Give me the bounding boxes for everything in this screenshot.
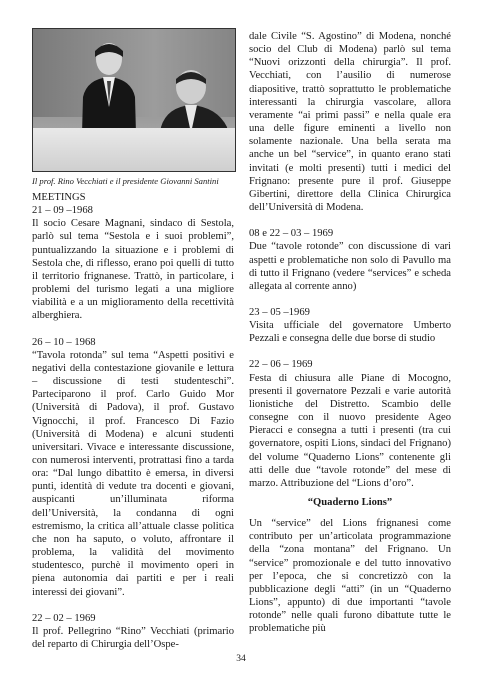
continued-paragraph: dale Civile “S. Agostino” di Modena, nonché socio del Club di Modena) parlò sul tema “Nuovi orizzonti della chirurgia”. Il prof. Vecchiati, con l’ausilio di numerose diapositive, trattò soprattutto le problematiche interessanti la chirurgia vascolare, allora veramente “ai primi passi” e nella quale era una delle figure eminenti a livello non solamente nazionale. Una bella serata ma anche un bel “service”, in quanto erano stati invitati (e molti presenti) tutti i medici del Frignano: presente pure il prof. Giuseppe Gibertini, direttore della Clinica Chirurgica dell’Università di Modena. [249, 31, 451, 214]
meeting-entry [249, 306, 451, 345]
section-heading-meetings: MEETINGS [32, 192, 86, 203]
meeting-text: Due “tavole rotonde” con discussione di vari aspetti e problematiche non solo di Pavullo ma di tutto il Frignano (vedere “services” e scheda allegata al corrente anno) [249, 241, 451, 292]
meeting-entry [32, 336, 234, 599]
photo-table [33, 128, 235, 171]
meeting-date: 26 – 10 – 1968 [32, 336, 96, 348]
meeting-date: 21 – 09 –1968 [32, 205, 93, 217]
section-title-quaderno-lions: “Quaderno Lions” [307, 497, 393, 508]
meeting-text: Visita ufficiale del governatore Umberto Pezzali e consegna delle due borse di studio [249, 320, 451, 345]
meeting-date: 22 – 06 – 1969 [249, 359, 313, 371]
meeting-date: 23 – 05 –1969 [249, 306, 310, 318]
meeting-text: Il prof. Pellegrino “Rino” Vecchiati (primario del reparto di Chirurgia dell’Ospe- [32, 625, 234, 650]
photo-vecchiati-santini [32, 28, 236, 172]
meeting-entry [32, 204, 234, 322]
page-number: 34 [236, 654, 246, 664]
meeting-entry [32, 612, 234, 651]
section-paragraph: Un “service” del Lions frignanesi come contributo per un’articolata programmazione della “zona montana” del Frignano. Un “service” promozionale e del tutto innovativo per l’epoca, che si concretizzò con la pubblicazione degli “atti” (in un “Quaderno Lions”, appunto) di due importanti “tavole rotonde” nelle quali furono dibattute tutte le problematiche più [249, 518, 451, 635]
meeting-entry [249, 227, 451, 293]
meeting-text: “Tavola rotonda” sul tema “Aspetti positivi e negativi della contestazione giovanile e lettura – discussione di testi studenteschi”. Parteciparono il prof. Carlo Guido Mor (Università di Padova), il prof. Gustavo Vignocchi, il prof. Francesco Di Fazio (Università di Modena) e alcuni studenti universitari. Vivace e interessante discussione, con numerosi interventi, protrattasi fino a tarda ora: “Dal lungo dibattito è emersa, in diversi punti, identità di vedute tra docenti e giovani, auspicanti un’illuminata riforma dell’Università, la condanna di ogni estremismo, la critica all’attuale classe politica che non ha saputo, o voluto, affrontare il problema, la validità del movimento studentesco, purchè il movimento operi in piena autonomia dai partiti e per i reali interessi dei giovani”. [32, 349, 234, 598]
meeting-text: Il socio Cesare Magnani, sindaco di Sestola, parlò sul tema “Sestola e i suoi problemi”, puntualizzando la situazione e i problemi di Sestola che, di riflesso, erano poi quelli di tutto il territorio frignanese. Trattò, in particolare, i problemi del turismo legati a una migliore viabilità e a un miglioramento della recettività alberghiera. [32, 218, 234, 322]
meeting-entry [249, 358, 451, 490]
right-column [249, 30, 451, 636]
meeting-date: 08 e 22 – 03 – 1969 [249, 228, 334, 240]
photo-caption: Il prof. Rino Vecchiati e il presidente Giovanni Santini [32, 176, 219, 186]
meeting-date: 22 – 02 – 1969 [32, 612, 96, 624]
meeting-text: Festa di chiusura alle Piane di Mocogno, presenti il governatore Pezzali e varie autorità lionistiche del Distretto. Scambio delle consegne con il nuovo presidente Ageo Pieracci e consegna a tutti i presenti (tra cui governatore, ospiti Lions, sindaci del Frignano) del volume “Quaderno Lions” contenente gli atti delle due “tavole rotonde” del mese di marzo. Attribuzione del “Lions d’oro”. [249, 372, 451, 489]
left-column [32, 28, 234, 651]
